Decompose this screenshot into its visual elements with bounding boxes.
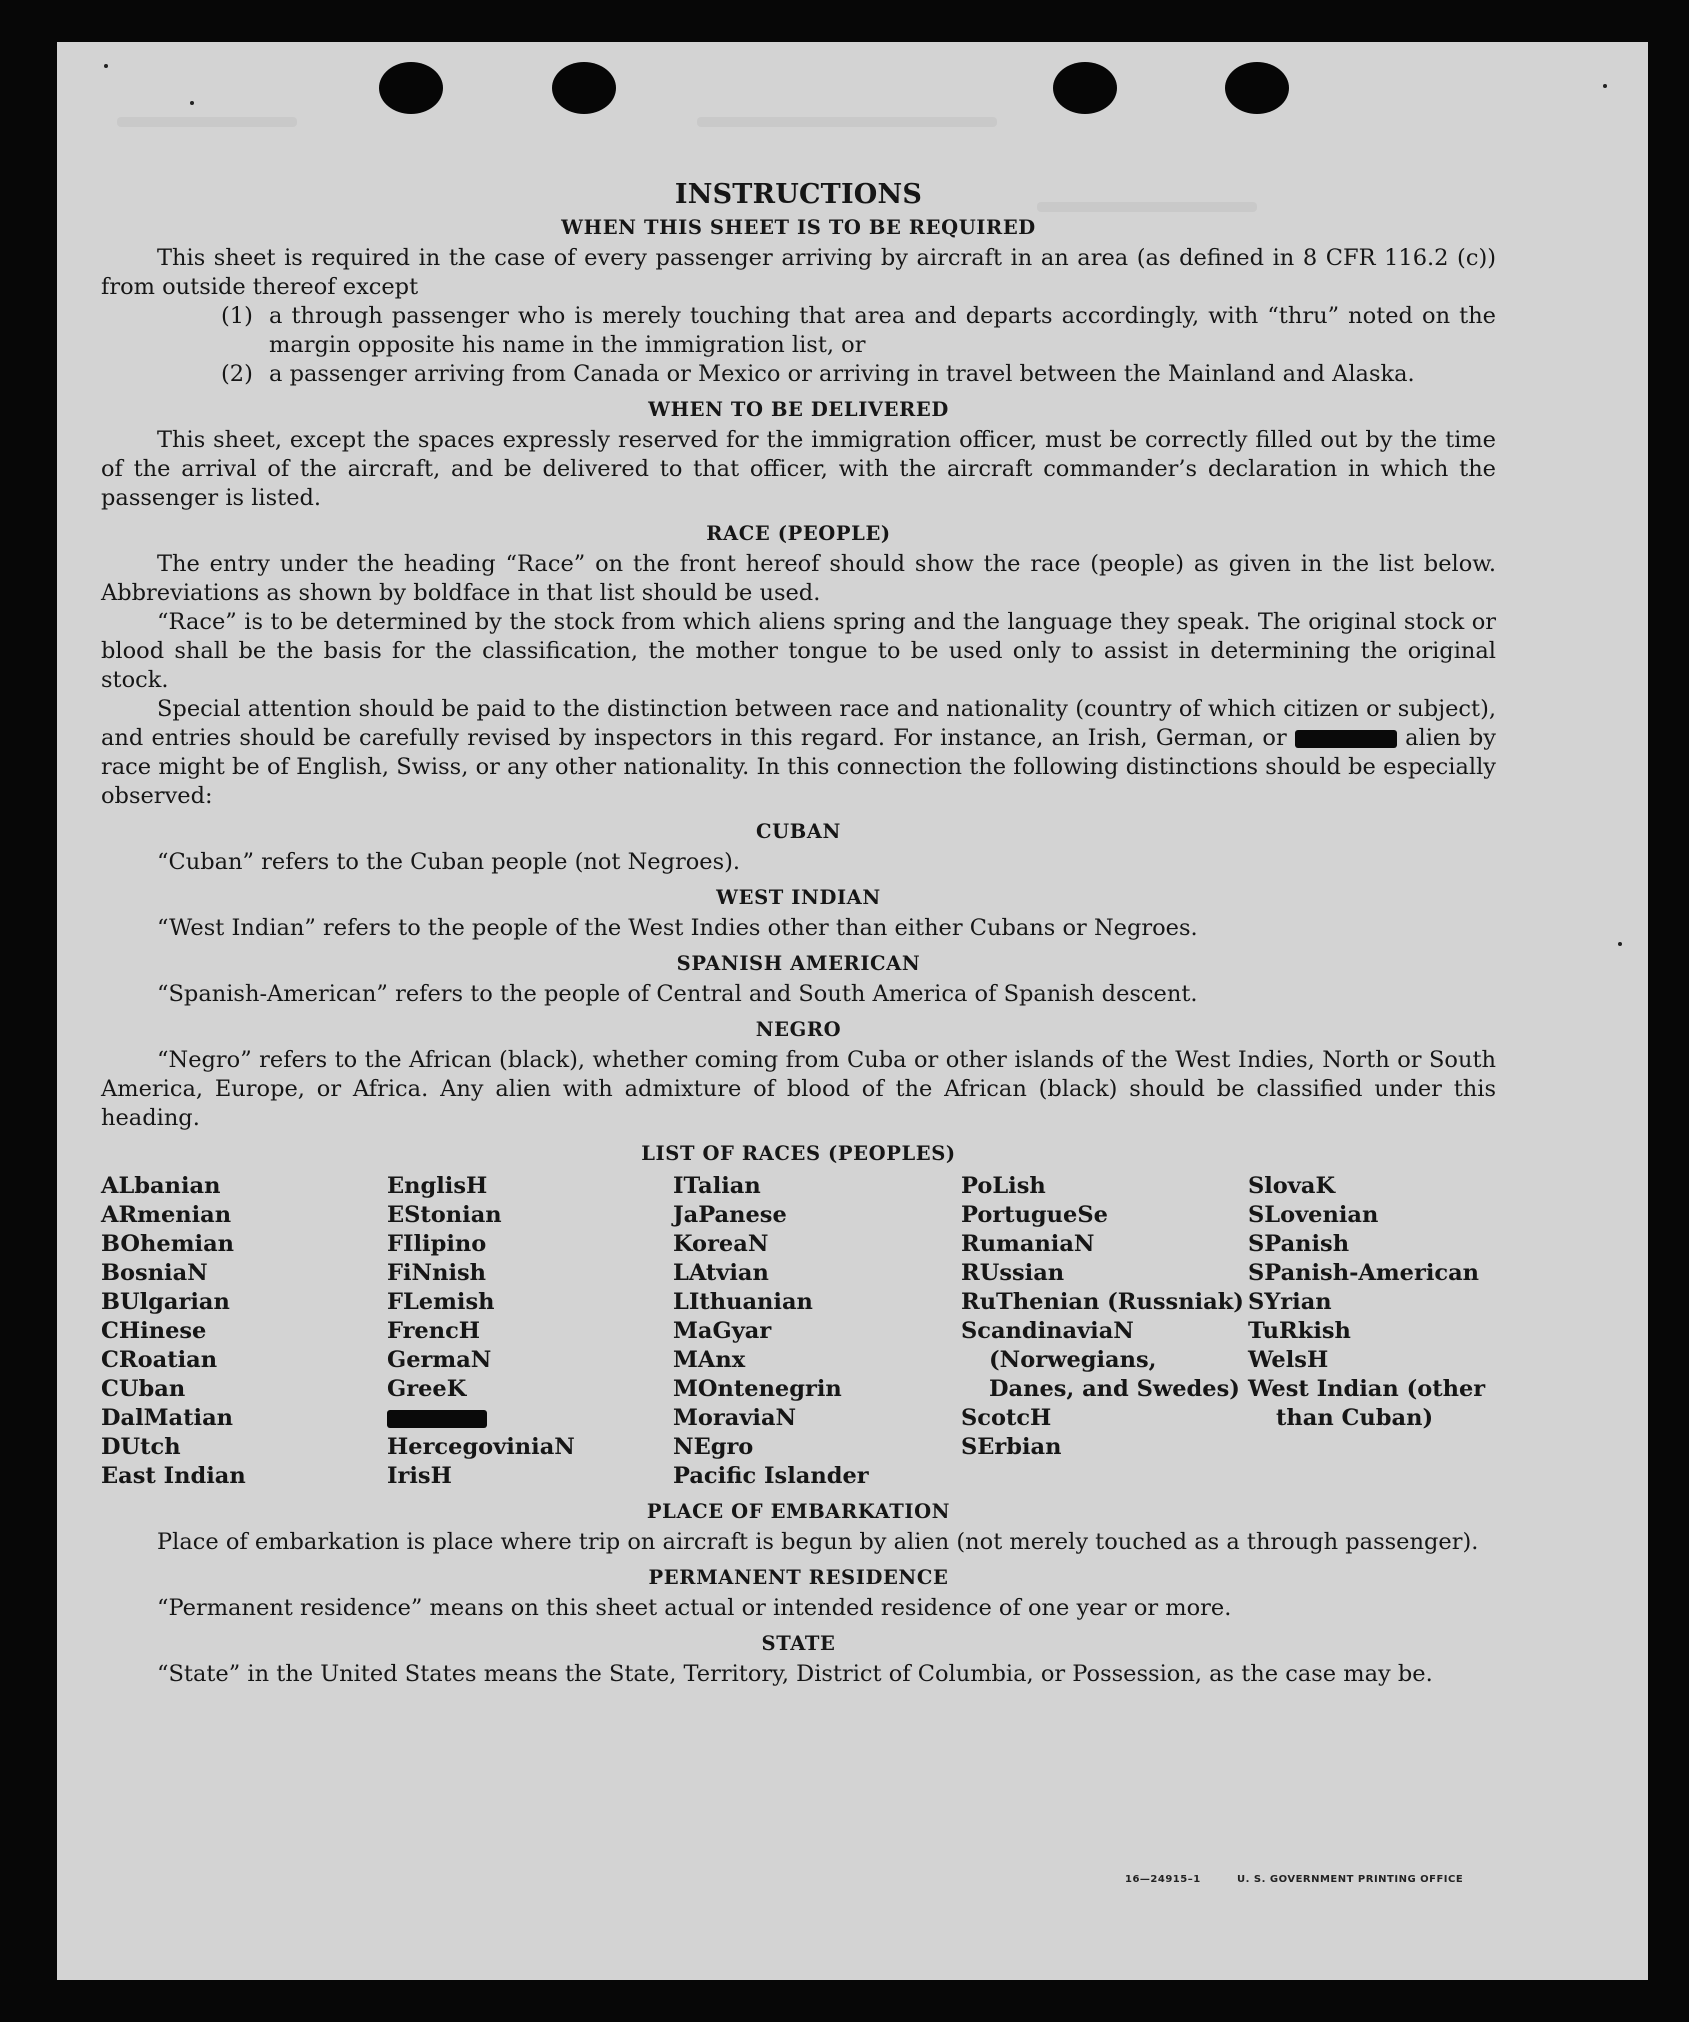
race-entry: SPanish <box>1248 1231 1350 1257</box>
heading-spanish-american: SPANISH AMERICAN <box>676 952 921 975</box>
race-paragraph-1: The entry under the heading “Race” on the front hereof should show the race (people) as given in the list below. Abbreviations as shown by boldface in that list should be used. <box>101 551 1496 606</box>
exception-number: (1) <box>221 303 253 329</box>
race-entry: SYrian <box>1248 1289 1332 1315</box>
races-list <box>101 1172 1496 1491</box>
race-entry: FrencH <box>387 1318 481 1344</box>
race-entry: GermaN <box>387 1347 492 1373</box>
race-entry: ITalian <box>673 1173 761 1199</box>
races-column-2 <box>387 1172 673 1491</box>
heading-west-indian: WEST INDIAN <box>716 886 881 909</box>
race-entry: FiNnish <box>387 1260 487 1286</box>
race-entry: IrisH <box>387 1463 452 1489</box>
race-entry: DalMatian <box>101 1405 234 1431</box>
race-paragraph-2: “Race” is to be determined by the stock from which aliens spring and the language they speak. The original stock or blood shall be the basis for the classification, the mother tongue to be used only to assist in determining the original stock. <box>101 609 1496 693</box>
negro-text: “Negro” refers to the African (black), whether coming from Cuba or other islands of the West Indies, North or South America, Europe, or Africa. Any alien with admixture of blood of the African (black) should be classified under this heading. <box>101 1047 1496 1131</box>
race-entry: BUlgarian <box>101 1289 230 1315</box>
speck <box>1618 942 1622 946</box>
race-entry: MoraviaN <box>673 1405 797 1431</box>
delivered-text: This sheet, except the spaces expressly reserved for the immigration officer, must be correctly filled out by the time of the arrival of the aircraft, and be delivered to that officer, with the aircraft commander’s declaration in which the passenger is listed. <box>101 427 1496 511</box>
race-entry: East Indian <box>101 1463 246 1489</box>
redaction-mark <box>387 1410 487 1428</box>
required-intro: This sheet is required in the case of every passenger arriving by aircraft in an area (as defined in 8 CFR 116.2 (c)) from outside thereof except <box>101 245 1496 300</box>
west-indian-text: “West Indian” refers to the people of the West Indies other than either Cubans or Negroes. <box>157 915 1198 941</box>
races-column-4 <box>961 1172 1248 1491</box>
cuban-text: “Cuban” refers to the Cuban people (not Negroes). <box>157 849 741 875</box>
exception-text: a passenger arriving from Canada or Mexico or arriving in travel between the Mainland and Alaska. <box>269 361 1415 387</box>
race-entry: MAnx <box>673 1347 746 1373</box>
race-entry: MaGyar <box>673 1318 772 1344</box>
race-paragraph-3-part-2: alien by race might be of English, Swiss, or any other nationality. In this connection the following distinctions should be especially observed: <box>101 725 1497 809</box>
bleed-through <box>117 117 297 127</box>
embarkation-text: Place of embarkation is place where trip on aircraft is begun by alien (not merely touched as a through passenger). <box>157 1529 1479 1555</box>
exception-item <box>221 302 1496 360</box>
printer-imprint: U. S. GOVERNMENT PRINTING OFFICE <box>1237 1874 1464 1885</box>
race-entry: EStonian <box>387 1202 502 1228</box>
punch-hole <box>1053 62 1117 114</box>
race-entry: DUtch <box>101 1434 181 1460</box>
race-entry: WelsH <box>1248 1347 1329 1373</box>
form-number: 16—24915–1 <box>1125 1874 1201 1885</box>
race-entry: FIlipino <box>387 1231 487 1257</box>
heading-negro: NEGRO <box>755 1018 842 1041</box>
race-entry: KoreaN <box>673 1231 769 1257</box>
race-entry: ScandinaviaN (Norwegians, Danes, and Swedes) <box>961 1318 1240 1402</box>
speck <box>1603 84 1607 88</box>
heading-race: RACE (PEOPLE) <box>706 522 891 545</box>
instructions-body <box>101 180 1496 1689</box>
document-sheet <box>57 42 1648 1980</box>
redaction-mark <box>1295 730 1397 748</box>
race-entry: LIthuanian <box>673 1289 813 1315</box>
punch-hole <box>379 62 443 114</box>
race-entry: Pacific Islander <box>673 1463 869 1489</box>
speck <box>190 101 194 105</box>
races-column-3 <box>673 1172 961 1491</box>
race-entry: CRoatian <box>101 1347 218 1373</box>
race-entry: GreeK <box>387 1376 467 1402</box>
punch-hole <box>1225 62 1289 114</box>
race-entry: EnglisH <box>387 1173 488 1199</box>
state-text: “State” in the United States means the State, Territory, District of Columbia, or Possession, as the case may be. <box>157 1661 1433 1687</box>
race-entry: SPanish-American <box>1248 1260 1480 1286</box>
race-entry: RUssian <box>961 1260 1065 1286</box>
race-entry: CHinese <box>101 1318 207 1344</box>
race-entry: JaPanese <box>673 1202 787 1228</box>
heading-place-of-embarkation: PLACE OF EMBARKATION <box>646 1500 951 1523</box>
residence-text: “Permanent residence” means on this sheet actual or intended residence of one year or more. <box>157 1595 1232 1621</box>
race-entry: MOntenegrin <box>673 1376 842 1402</box>
spanish-american-text: “Spanish-American” refers to the people of Central and South America of Spanish descent. <box>157 981 1198 1007</box>
heading-when-required: WHEN THIS SHEET IS TO BE REQUIRED <box>561 216 1036 239</box>
race-entry: BosniaN <box>101 1260 208 1286</box>
races-column-5 <box>1248 1172 1498 1491</box>
heading-list-of-races: LIST OF RACES (PEOPLES) <box>641 1142 956 1165</box>
race-entry: TuRkish <box>1248 1318 1351 1344</box>
exception-text: a through passenger who is merely touching that area and departs accordingly, with “thru” noted on the margin opposite his name in the immigration list, or <box>269 303 1496 358</box>
race-entry: FLemish <box>387 1289 495 1315</box>
heading-when-delivered: WHEN TO BE DELIVERED <box>648 398 949 421</box>
race-paragraph-3-part-1: Special attention should be paid to the distinction between race and nationality (country of which citizen or subject), and entries should be carefully revised by inspectors in this regard. For instance, an Irish, German, or <box>101 696 1496 751</box>
race-entry: SErbian <box>961 1434 1062 1460</box>
race-entry: CUban <box>101 1376 186 1402</box>
race-entry: West Indian (other than Cuban) <box>1248 1376 1486 1431</box>
race-entry: RuThenian (Russniak) <box>961 1289 1244 1315</box>
race-entry: NEgro <box>673 1434 754 1460</box>
race-entry: SlovaK <box>1248 1173 1336 1199</box>
exception-item <box>221 360 1496 389</box>
punch-hole <box>552 62 616 114</box>
heading-state: STATE <box>761 1632 836 1655</box>
race-entry: SLovenian <box>1248 1202 1379 1228</box>
race-entry: PortugueSe <box>961 1202 1108 1228</box>
race-paragraph-3 <box>101 695 1496 811</box>
exception-number: (2) <box>221 361 253 387</box>
race-entry: ALbanian <box>101 1173 221 1199</box>
race-entry: LAtvian <box>673 1260 769 1286</box>
heading-permanent-residence: PERMANENT RESIDENCE <box>648 1566 949 1589</box>
race-entry: BOhemian <box>101 1231 235 1257</box>
race-entry-redacted <box>387 1404 673 1433</box>
race-entry: ScotcH <box>961 1405 1052 1431</box>
race-entry: ARmenian <box>101 1202 232 1228</box>
race-entry: PoLish <box>961 1173 1046 1199</box>
speck <box>104 64 108 68</box>
races-column-1 <box>101 1172 387 1491</box>
race-entry: RumaniaN <box>961 1231 1095 1257</box>
race-entry: HercegoviniaN <box>387 1434 575 1460</box>
bleed-through <box>697 117 997 127</box>
heading-cuban: CUBAN <box>756 820 841 843</box>
page-title: INSTRUCTIONS <box>674 179 923 210</box>
